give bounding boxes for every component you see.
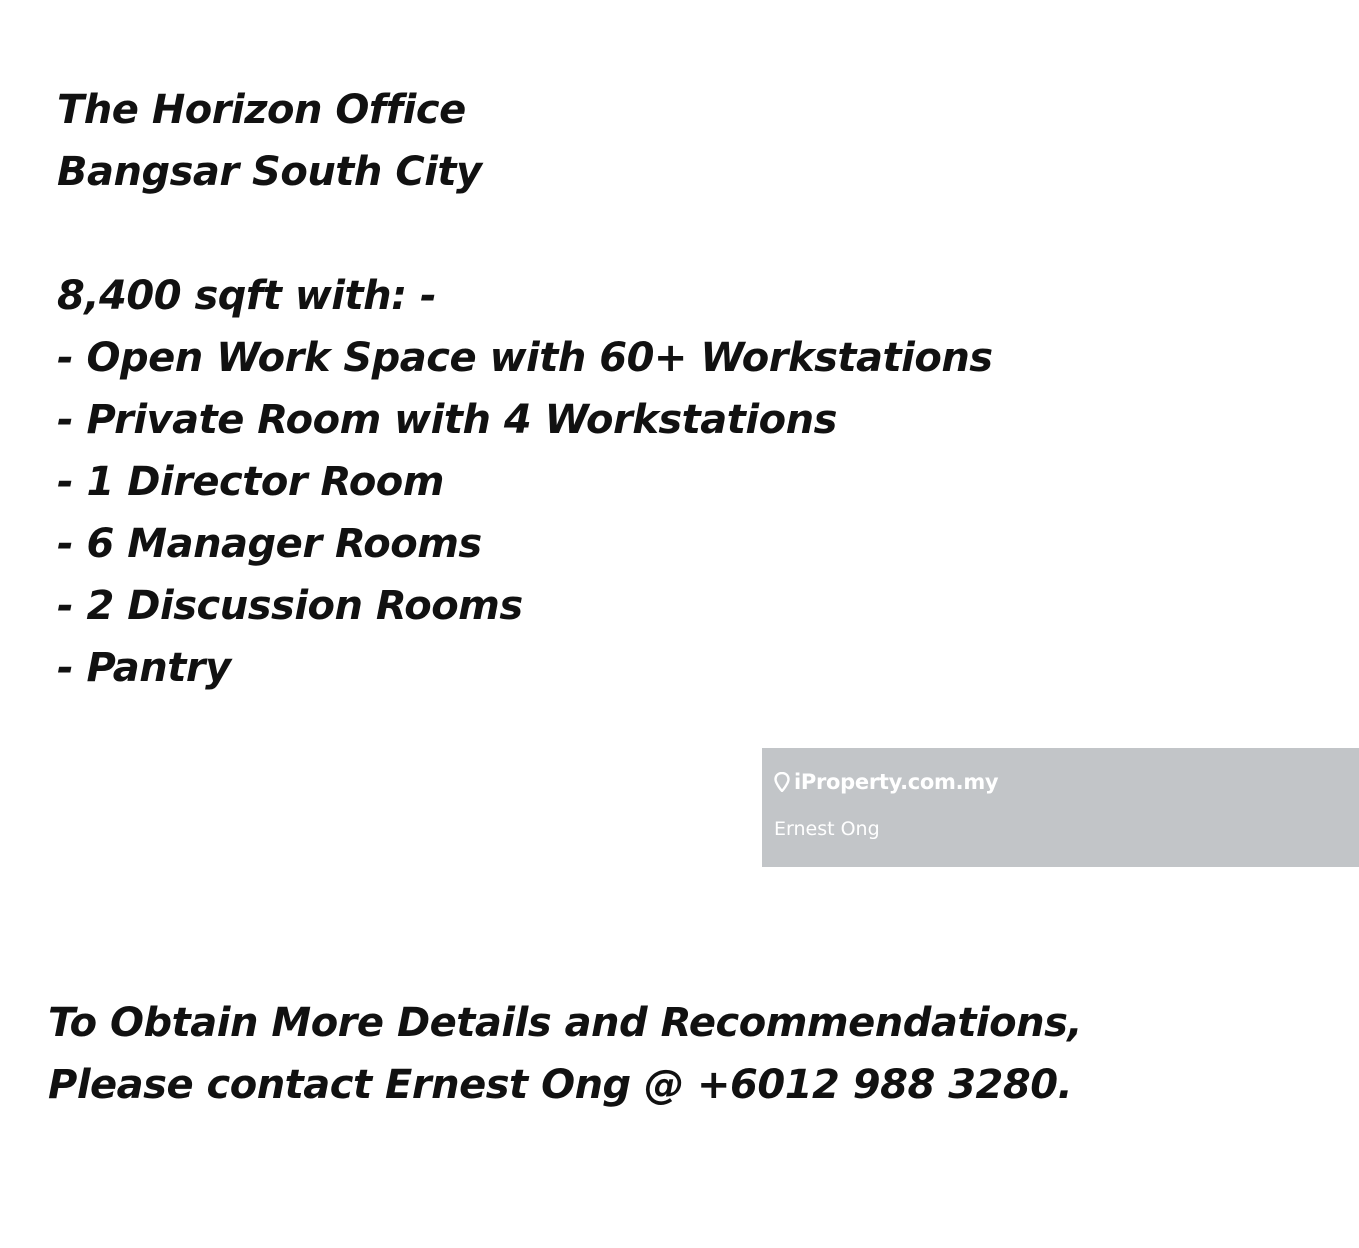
listing-location: Bangsar South City xyxy=(57,149,482,195)
iproperty-watermark xyxy=(762,748,1359,867)
contact-line-1: To Obtain More Details and Recommendations, xyxy=(48,1000,1083,1046)
feature-item: - Pantry xyxy=(57,645,231,691)
feature-item: - 6 Manager Rooms xyxy=(57,521,482,567)
feature-item: - 2 Discussion Rooms xyxy=(57,583,523,629)
listing-title: The Horizon Office xyxy=(57,87,466,133)
listing-size: 8,400 sqft with: - xyxy=(57,273,437,319)
contact-line-2: Please contact Ernest Ong @ +6012 988 3280. xyxy=(48,1062,1073,1108)
watermark-brand xyxy=(774,768,998,796)
watermark-brand-text: iProperty.com.my xyxy=(794,770,999,794)
watermark-agent-name: Ernest Ong xyxy=(774,818,880,840)
location-pin-icon xyxy=(774,772,790,792)
feature-item: - Open Work Space with 60+ Workstations xyxy=(57,335,993,381)
feature-item: - 1 Director Room xyxy=(57,459,444,505)
feature-item: - Private Room with 4 Workstations xyxy=(57,397,837,443)
